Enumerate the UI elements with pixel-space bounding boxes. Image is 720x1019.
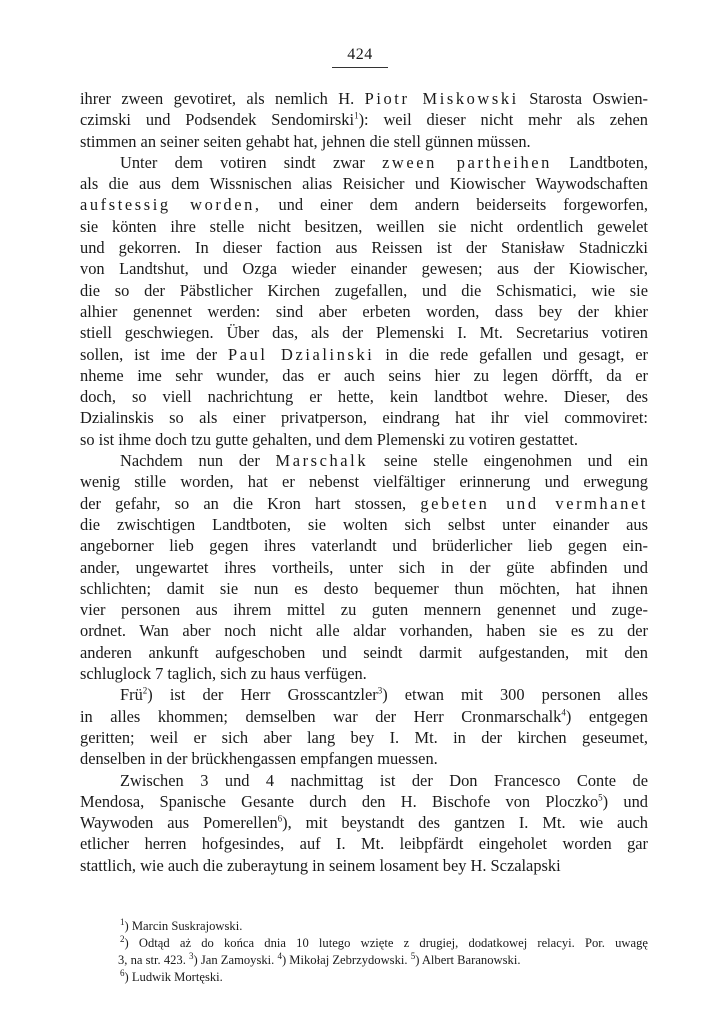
text-run: von Landtshut, und Ozga wieder einander gewesen; aus der Kiowischer, — [80, 259, 648, 279]
text-line — [80, 833, 648, 854]
text-run: seine stelle eingenohmen und ein — [368, 451, 648, 471]
text-line — [80, 173, 648, 194]
text-run: Zwischen 3 und 4 nachmittag ist der Don Francesco Conte de — [120, 770, 648, 790]
footnote-ref: 5 — [598, 792, 603, 803]
text-line — [80, 152, 648, 173]
text-run: Paul Dzialinski — [227, 344, 375, 364]
text-run: stiell geschwiegen. Über das, als der Plemenski I. Mt. Secretarius votiren — [80, 323, 648, 343]
text-run: als die aus dem Wissnischen alias Reisicher und Kiowischer Waywodschaften — [80, 174, 648, 194]
paragraph — [80, 770, 648, 876]
footnote — [80, 969, 648, 986]
text-line — [80, 935, 648, 952]
text-line — [80, 952, 648, 969]
text-line — [80, 88, 648, 109]
text-run: Marschalk — [275, 451, 369, 471]
text-run: ) Mikołaj Zebrzydowski. — [281, 953, 411, 967]
text-run: zween partheihen — [382, 152, 552, 172]
text-run: Nachdem nun der — [120, 451, 276, 471]
text-line — [80, 599, 648, 620]
body-text — [80, 88, 648, 876]
footnote-ref: 5 — [410, 950, 416, 961]
text-run: etlicher herren hofgesindes, auf I. Mt. leibpfärdt eingeholet worden gar — [80, 834, 648, 854]
text-line — [80, 322, 648, 343]
text-run: die zwischtigen Landtboten, sie wolten sich selbst unter einander aus — [80, 514, 648, 534]
text-run: anderen ankunft aufgeschoben und seindt darmit aufgestanden, mit den — [80, 642, 648, 662]
text-line — [80, 663, 648, 684]
text-run: ordnet. Wan aber noch nicht alle aldar vorhanden, haben sie es zu der — [80, 621, 648, 641]
text-run: Unter dem votiren sindt zwar — [120, 152, 383, 172]
text-run: ) Marcin Suskrajowski. — [124, 919, 243, 933]
text-run: ), mit beystandt des gantzen I. Mt. wie auch — [282, 813, 648, 833]
text-run: ihrer zween gevotiret, als nemlich H. — [80, 89, 365, 108]
text-run: Dzialinskis so als einer privatperson, eindrang hat ihr viel commoviret: — [80, 408, 648, 428]
text-line — [80, 301, 648, 322]
text-line — [80, 791, 648, 812]
text-run: und gekorren. In dieser faction aus Reissen ist der Stanisław Stadniczki — [80, 238, 648, 258]
text-run: schluglock 7 taglich, sich zu haus verfügen. — [80, 664, 367, 684]
text-line — [80, 407, 648, 428]
footnote-ref: 1 — [120, 916, 125, 927]
text-line — [80, 365, 648, 386]
text-line — [80, 557, 648, 578]
text-line — [80, 194, 648, 215]
footnote-ref: 4 — [561, 707, 566, 718]
text-run: ) ist der Herr Grosscantzler — [147, 685, 378, 705]
text-line — [80, 109, 648, 130]
text-line — [80, 812, 648, 833]
text-line — [80, 748, 648, 769]
text-run: sollen, ist ime der — [80, 344, 228, 364]
text-run: der gefahr, so an die Kron hart stossen, — [80, 493, 421, 513]
text-run: ) Jan Zamoyski. — [193, 953, 278, 967]
text-run: ) Odtąd aż do końca dnia 10 lutego wzięte z drugiej, dodatkowej relacyi. Por. uwagę — [124, 936, 648, 950]
text-run: ander, ungewartet ihres vortheils, unter sich in der güte abfinden und — [80, 557, 648, 577]
text-line — [80, 493, 648, 514]
text-run: ) etwan mit 300 personen alles — [382, 685, 648, 705]
text-run: angeborner lieb gegen ihres vaterlandt und brüderlicher lieb gegen ein- — [80, 536, 648, 556]
text-line — [80, 514, 648, 535]
text-line — [80, 620, 648, 641]
text-run: schlichten; damit sie nun es desto bequemer thun möchten, hat ihnen — [80, 578, 648, 598]
text-line — [80, 258, 648, 279]
text-run: Landtboten, — [551, 152, 648, 172]
footnote-ref: 1 — [354, 110, 359, 121]
footnote-ref: 3 — [189, 950, 194, 961]
text-line — [80, 578, 648, 599]
text-run: wenig stille worden, hat er nebenst vielfältiger erinnerung und erwegung — [80, 472, 648, 492]
text-line — [80, 684, 648, 705]
text-run: ): weil dieser nicht mehr als zehen — [358, 110, 649, 130]
text-run: ) entgegen — [565, 706, 648, 726]
footnote — [80, 935, 648, 969]
footnote-ref: 6 — [277, 813, 283, 824]
text-run: in alles khommen; demselben war der Herr Cronmarschalk — [80, 706, 562, 726]
text-run: und einer dem andern beiderseits forgeworfen, — [261, 195, 648, 215]
text-run: Piotr Miskowski — [364, 89, 519, 108]
footnote — [80, 918, 648, 935]
text-run: ) und — [602, 791, 648, 811]
page-number: 424 — [347, 46, 373, 63]
text-run: alhier genennet werden: sind aber erbeten worden, dass bey der khier — [80, 301, 648, 321]
text-run: gebeten und vermhanet — [420, 493, 648, 513]
text-run: Mendosa, Spanische Gesante durch den H. Bischofe von Ploczko — [80, 791, 599, 811]
text-run: stimmen an seiner seiten gehabt hat, jehnen die stell günnen müssen. — [80, 131, 531, 151]
paragraph — [80, 450, 648, 684]
text-line — [80, 237, 648, 258]
footnotes — [80, 918, 648, 986]
text-run: geritten; weil er sich aber lang bey I. Mt. in der kirchen geseumet, — [80, 727, 648, 747]
text-run: nheme ime sehr wunder, das er auch seins hier zu legen dörfft, da er — [80, 365, 648, 385]
footnote-ref: 6 — [120, 967, 125, 978]
text-run: ) Ludwik Mortęski. — [124, 970, 223, 984]
footnote-ref: 4 — [277, 950, 282, 961]
paragraph — [80, 152, 648, 450]
text-run: Starosta Oswien- — [518, 89, 648, 108]
text-run: czimski und Podsendek Sendomirski — [80, 110, 355, 130]
paragraph — [80, 684, 648, 769]
text-run: sie könten ihre stelle nicht besitzen, weillen sie nicht ordentlich gewelet — [80, 216, 648, 236]
text-run: aufstessig worden, — [80, 195, 262, 215]
text-run: Waywoden aus Pomerellen — [80, 813, 278, 833]
text-line — [80, 450, 648, 471]
text-run: vier personen aus ihrem mittel zu guten mennern genennet und zuge- — [80, 600, 648, 620]
text-line — [80, 969, 648, 986]
text-line — [80, 535, 648, 556]
text-run: denselben in der brückhengassen empfangen muessen. — [80, 749, 438, 769]
text-run: in die rede gefallen und gesagt, er — [374, 344, 649, 364]
text-run: ) Albert Baranowski. — [415, 953, 521, 967]
footnote-ref: 2 — [142, 685, 148, 696]
footnote-ref: 3 — [377, 685, 383, 696]
text-line — [80, 642, 648, 663]
text-line — [80, 471, 648, 492]
text-line — [80, 429, 648, 450]
text-line — [80, 855, 648, 876]
text-line — [80, 280, 648, 301]
footnote-ref: 2 — [120, 933, 125, 944]
text-run: Frü — [120, 685, 143, 705]
text-run: stattlich, wie auch die zuberaytung in seinem losament bey H. Sczalapski — [80, 855, 561, 875]
text-line — [80, 216, 648, 237]
page-number-rule — [332, 67, 388, 68]
text-line — [80, 918, 648, 935]
text-run: 3, na str. 423. — [118, 953, 190, 967]
text-line — [80, 727, 648, 748]
text-line — [80, 131, 648, 152]
text-run: die so der Päbstlicher Kirchen zugefallen, und die Schismatici, wie sie — [80, 280, 648, 300]
text-line — [80, 706, 648, 727]
text-run: so ist ihme doch tzu gutte gehalten, und dem Plemenski zu votiren gestattet. — [80, 429, 578, 449]
text-line — [80, 344, 648, 365]
text-line — [80, 770, 648, 791]
paragraph — [80, 88, 648, 152]
text-run: doch, so viell nachrichtung er hette, kein landtbot wehre. Dieser, des — [80, 387, 648, 407]
text-line — [80, 386, 648, 407]
